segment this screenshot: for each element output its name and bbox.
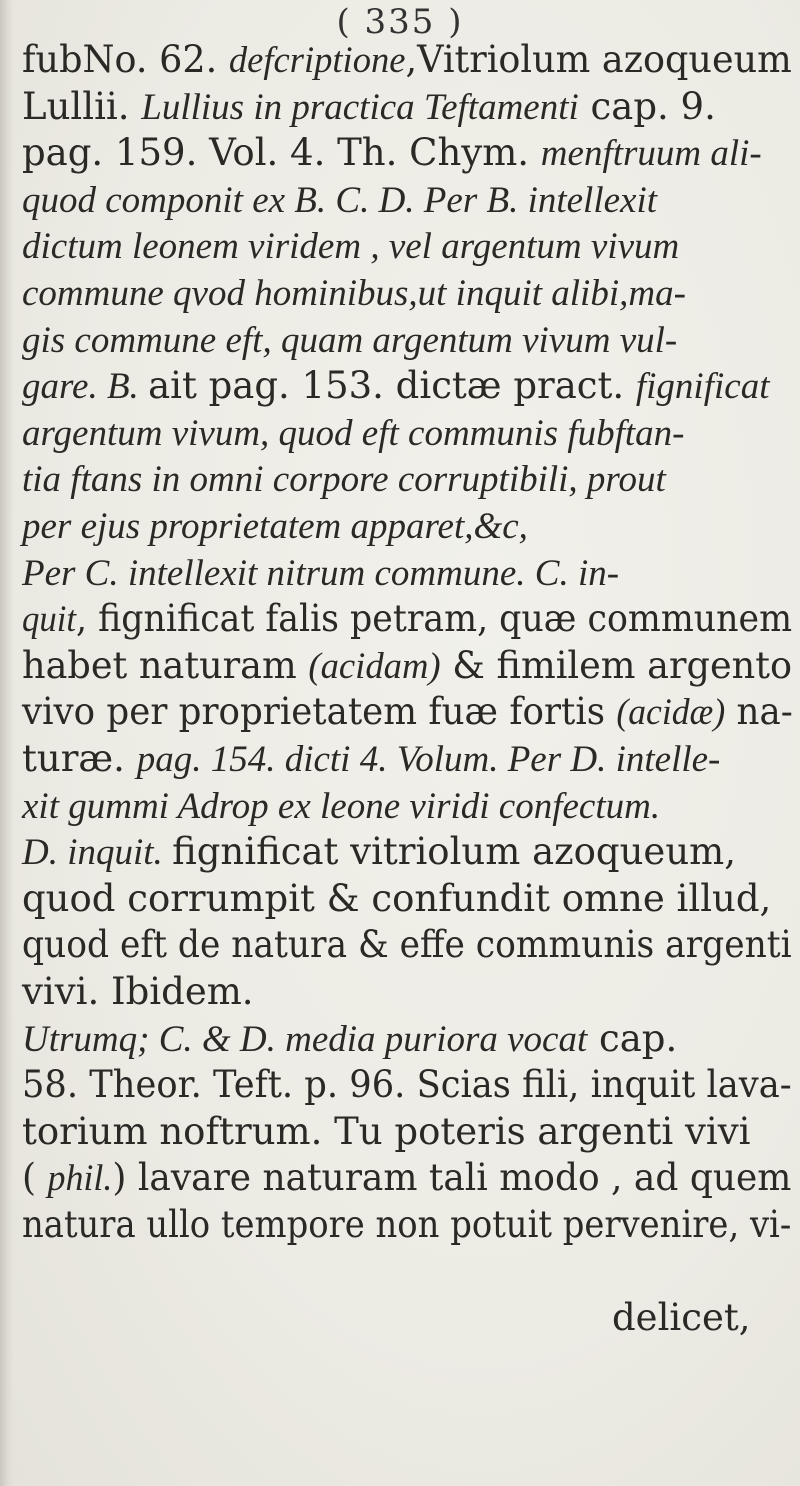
italic-segment: menftruum ali- — [540, 133, 762, 174]
text-line — [22, 829, 736, 875]
italic-segment: Lullius in practica Teftamenti — [141, 87, 579, 128]
italic-segment: Per C. intellexit nitrum commune. C. in- — [22, 553, 620, 594]
text-line — [22, 130, 762, 176]
text-line — [22, 503, 528, 549]
roman-segment: vivo per proprietatem fuæ fortis — [22, 690, 617, 733]
italic-segment: gare. B. — [22, 366, 149, 407]
text-line — [22, 969, 254, 1015]
italic-segment: Utrumq; C. & D. media puriora vocat — [22, 1019, 588, 1060]
page-number: ( 335 ) — [336, 2, 464, 42]
italic-segment: defcriptione — [228, 40, 406, 81]
italic-segment: (acidam) — [308, 646, 441, 687]
roman-segment: fignificat vitriolum azoqueum, — [172, 830, 737, 873]
roman-segment: 58. Theor. Teft. p. 96. Scias fili, inquit lava- — [22, 1063, 792, 1106]
catchword: delicet, — [612, 1296, 751, 1339]
text-line — [22, 223, 679, 269]
text-line — [22, 1202, 791, 1248]
roman-segment: cap. — [587, 1017, 678, 1060]
text-line — [22, 84, 716, 130]
roman-segment: na- — [725, 690, 793, 733]
text-line — [22, 876, 771, 922]
roman-segment: ait pag. 153. dictæ pract. — [148, 364, 636, 407]
text-line — [22, 1109, 751, 1155]
roman-segment: turæ. — [22, 737, 137, 780]
roman-segment: natura ullo tempore non potuit pervenire, vi- — [22, 1203, 792, 1246]
roman-segment: quod corrumpit & confundit omne illud, — [22, 877, 772, 920]
italic-segment: pag. 154. dicti 4. Volum. Per D. intelle- — [136, 739, 721, 780]
text-line — [22, 177, 657, 223]
roman-segment: fubNo. 62. — [22, 38, 229, 81]
roman-segment: habet naturam — [22, 644, 309, 687]
text-line — [22, 410, 684, 456]
italic-segment: tia ftans in omni corpore corruptibili, prout — [22, 459, 666, 500]
roman-segment: quod eft de natura & effe communis argenti — [22, 923, 792, 966]
italic-segment: dictum leonem viridem , vel argentum vivum — [22, 226, 680, 267]
roman-segment: & fimilem argento — [440, 644, 793, 687]
roman-segment: torium noftrum. Tu poteris argenti vivi — [22, 1110, 751, 1153]
italic-segment: quit — [22, 599, 77, 640]
text-line — [22, 37, 792, 83]
roman-segment: ,Vitriolum azoqueum — [405, 38, 792, 81]
text-line — [22, 922, 792, 968]
text-line — [22, 270, 686, 316]
italic-segment: argentum vivum, quod eft communis fubftan- — [22, 413, 685, 454]
text-line — [22, 643, 792, 689]
text-line — [22, 1062, 792, 1108]
italic-segment: quod componit ex B. C. D. Per B. intellexit — [22, 180, 658, 221]
italic-segment: fignificat — [635, 366, 770, 407]
roman-segment: ) lavare naturam tali modo , ad quem — [112, 1156, 792, 1199]
italic-segment: xit gummi Adrop ex leone viridi confectum. — [22, 786, 661, 827]
page-gutter-shadow — [0, 0, 14, 1486]
text-line — [22, 1016, 677, 1062]
roman-segment: Lullii. — [22, 85, 142, 128]
roman-segment: , fignificat falis petram, quæ communem — [76, 597, 793, 640]
roman-segment: ( — [22, 1156, 48, 1199]
italic-segment: phil. — [47, 1158, 113, 1199]
text-line — [22, 1155, 791, 1201]
text-line — [22, 783, 660, 829]
text-line — [22, 550, 619, 596]
italic-segment: (acidæ) — [616, 692, 726, 733]
text-line — [22, 736, 720, 782]
text-line — [22, 456, 666, 502]
roman-segment: pag. 159. Vol. 4. Th. Chym. — [22, 131, 541, 174]
italic-segment: D. inquit. — [22, 832, 173, 873]
text-line — [22, 317, 677, 363]
text-line — [22, 689, 793, 735]
roman-segment: vivi. Ibidem. — [22, 970, 254, 1013]
italic-segment: per ejus proprietatem apparet,&c, — [22, 506, 528, 547]
roman-segment: cap. 9. — [578, 85, 716, 128]
text-line — [22, 596, 792, 642]
text-line — [22, 363, 769, 409]
italic-segment: commune qvod hominibus,ut inquit alibi,ma- — [22, 273, 686, 314]
italic-segment: gis commune eft, quam argentum vivum vul- — [22, 320, 678, 361]
